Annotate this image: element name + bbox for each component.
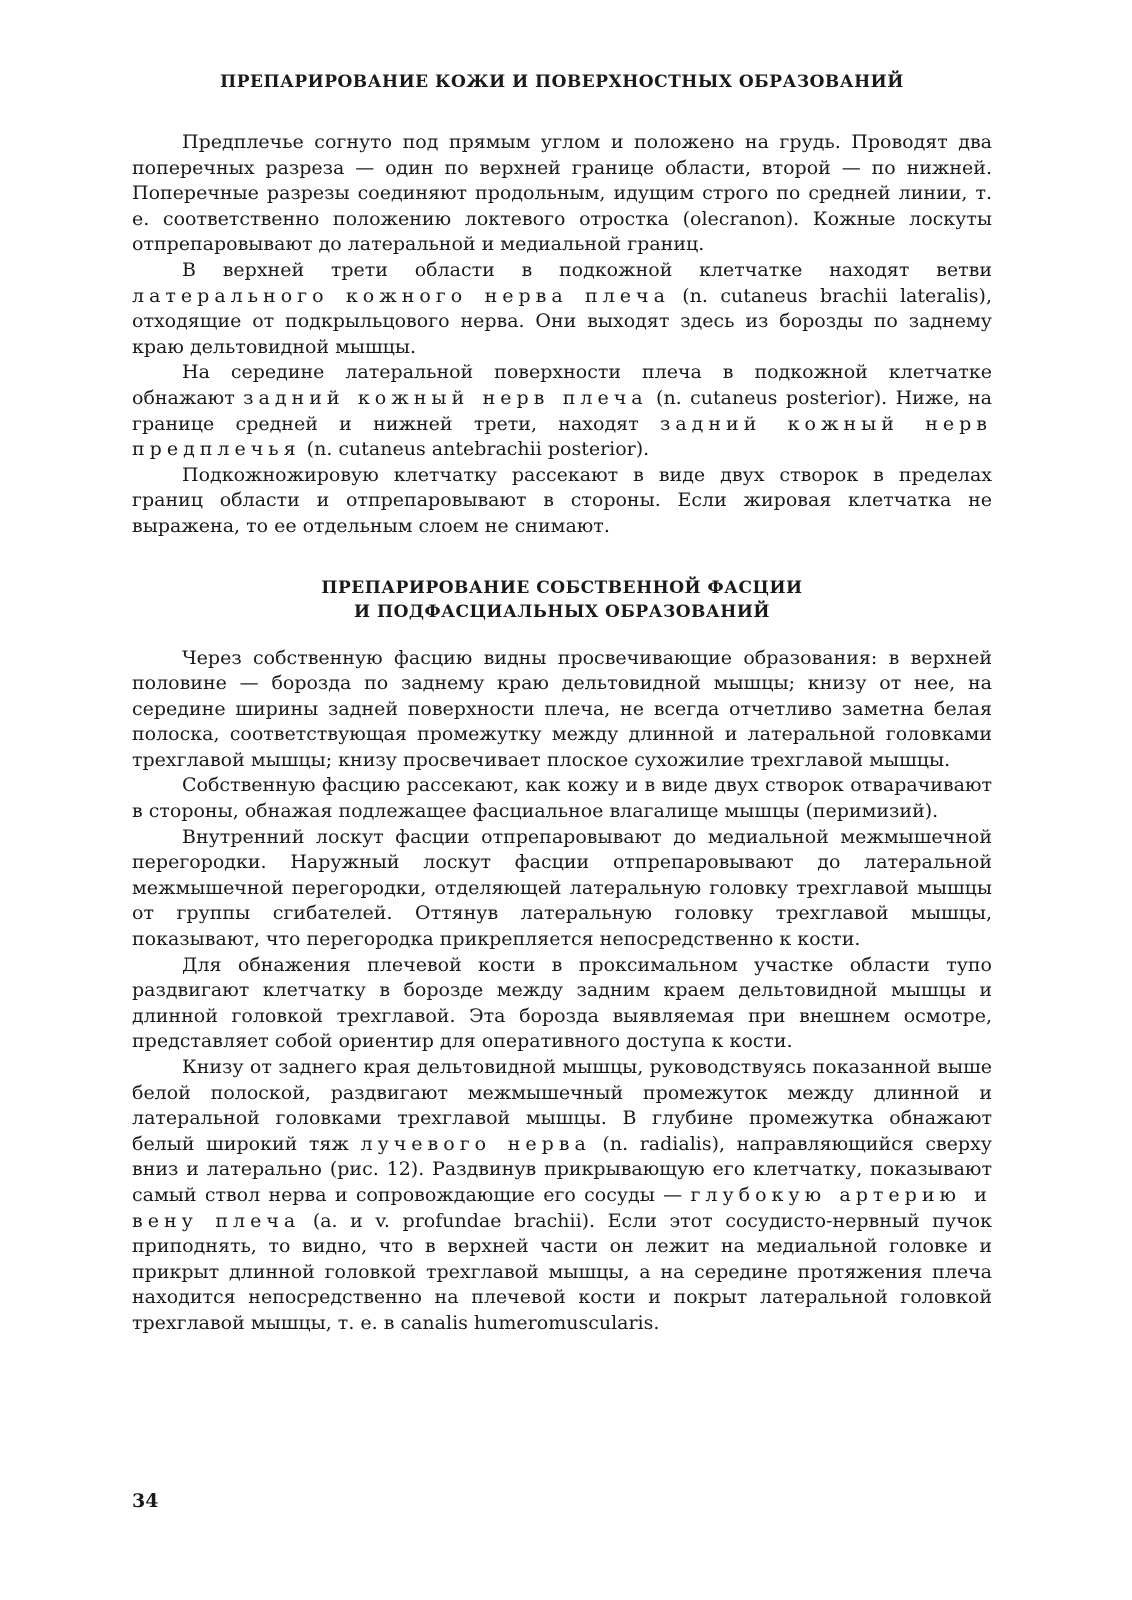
- section-heading-skin: ПРЕПАРИРОВАНИЕ КОЖИ И ПОВЕРХНОСТНЫХ ОБРАЗОВАНИЙ: [220, 72, 904, 92]
- spaced-term: глубокую артерию и вену плеча: [132, 1183, 992, 1232]
- text-run: (n. cutaneus brachii lateralis), отходящие от подкрыльцового нерва. Они выходят здесь из борозды по заднему краю дельтовидной мышцы.: [132, 284, 993, 358]
- text-run: Предплечье согнуто под прямым углом и положено на грудь. Проводят два поперечных разреза — один по верхней границе области, второй — по нижней. Поперечные разрезы соединяют продольным, идущим строго по средней линии, т. е. соответственно положению локтевого отростка (olecranon). Кожные лоскуты отпрепаровывают до латеральной и медиальной границ.: [132, 131, 992, 256]
- text-run: Внутренний лоскут фасции отпрепаровывают до медиальной межмышечной перегородки. Наружный лоскут фасции отпрепаровывают до латеральной межмышечной перегородки, отделяющей латеральную головку трехглавой мышцы от группы сгибателей. Оттянув латеральную головку трехглавой мышцы, показывают, что перегородка прикрепляется непосредственно к кости.: [132, 825, 992, 951]
- text-run: Подкожножировую клетчатку рассекают в виде двух створок в пределах границ области и отпрепаровывают в стороны. Если жировая клетчатка не выражена, то ее отдельным слоем не снимают.: [132, 463, 992, 537]
- text-run: (n. radialis), направляющийся сверху вниз и латерально (рис. 12). Раздвинув прикрывающую его клетчатку, показывают самый ствол нерва и сопровождающие его сосуды —: [132, 1132, 992, 1206]
- section-skin-body: [132, 130, 992, 540]
- paragraph: [132, 258, 992, 360]
- paragraph: [132, 360, 992, 462]
- spaced-term: лучевого нерва: [360, 1132, 591, 1155]
- text-run: (a. и v. profundae brachii). Если этот сосудисто-нервный пучок приподнять, то видно, что в верхней части он лежит на медиальной головке и прикрыт длинной головкой трехглавой мышцы, а на середине протяжения плеча находится непосредственно на плечевой кости и покрыт латеральной головкой трехглавой мышцы, т. е. в canalis humeromuscularis.: [132, 1209, 992, 1334]
- section-fascia-body: [132, 646, 992, 1337]
- heading-line-2: И ПОДФАСЦИАЛЬНЫХ ОБРАЗОВАНИЙ: [354, 601, 770, 622]
- spaced-term: задний кожный нерв плеча: [243, 386, 648, 409]
- spaced-term: задний кожный нерв предплечья: [132, 412, 992, 461]
- text-run: В верхней трети области в подкожной клетчатке находят ветви: [182, 258, 992, 281]
- paragraph: [132, 646, 992, 774]
- paragraph: [132, 463, 992, 540]
- text-run: Для обнажения плечевой кости в проксимальном участке области тупо раздвигают клетчатку в борозде между задним краем дельтовидной мышцы и длинной головкой трехглавой. Эта борозда выявляемая при внешнем осмотре, представляет собой ориентир для оперативного доступа к кости.: [132, 953, 992, 1053]
- page-number: 34: [132, 1490, 159, 1512]
- heading-line-1: ПРЕПАРИРОВАНИЕ СОБСТВЕННОЙ ФАСЦИИ: [321, 577, 803, 598]
- paragraph: [132, 1055, 992, 1337]
- paragraph: [132, 825, 992, 953]
- spaced-term: латерального кожного нерва плеча: [132, 284, 670, 307]
- text-run: Книзу от заднего края дельтовидной мышцы, руководствуясь показанной выше белой полоской, раздвигают межмышечный промежуток между длинной и латеральной головками трехглавой мышцы. В глубине промежутка обнажают белый широкий тяж: [132, 1056, 992, 1155]
- section-heading-fascia: [132, 576, 992, 624]
- text-run: (n. cutaneus antebrachii posterior).: [300, 438, 650, 461]
- text-run: (n. cutaneus posterior). Ниже, на границе средней и нижней трети, находят: [132, 386, 993, 435]
- paragraph: [132, 130, 992, 258]
- text-run: Через собственную фасцию видны просвечивающие образования: в верхней половине — борозда по заднему краю дельтовидной мышцы; книзу от нее, на середине ширины задней поверхности плеча, не всегда отчетливо заметна белая полоска, соответствующая промежутку между длинной и латеральной головками трехглавой мышцы; книзу просвечивает плоское сухожилие трехглавой мышцы.: [132, 646, 992, 771]
- text-run: На середине латеральной поверхности плеча в подкожной клетчатке обнажают: [132, 361, 992, 409]
- paragraph: [132, 773, 992, 824]
- paragraph: [132, 953, 992, 1055]
- text-run: Собственную фасцию рассекают, как кожу и в виде двух створок отварачивают в стороны, обнажая подлежащее фасциальное влагалище мышцы (перимизий).: [132, 774, 992, 823]
